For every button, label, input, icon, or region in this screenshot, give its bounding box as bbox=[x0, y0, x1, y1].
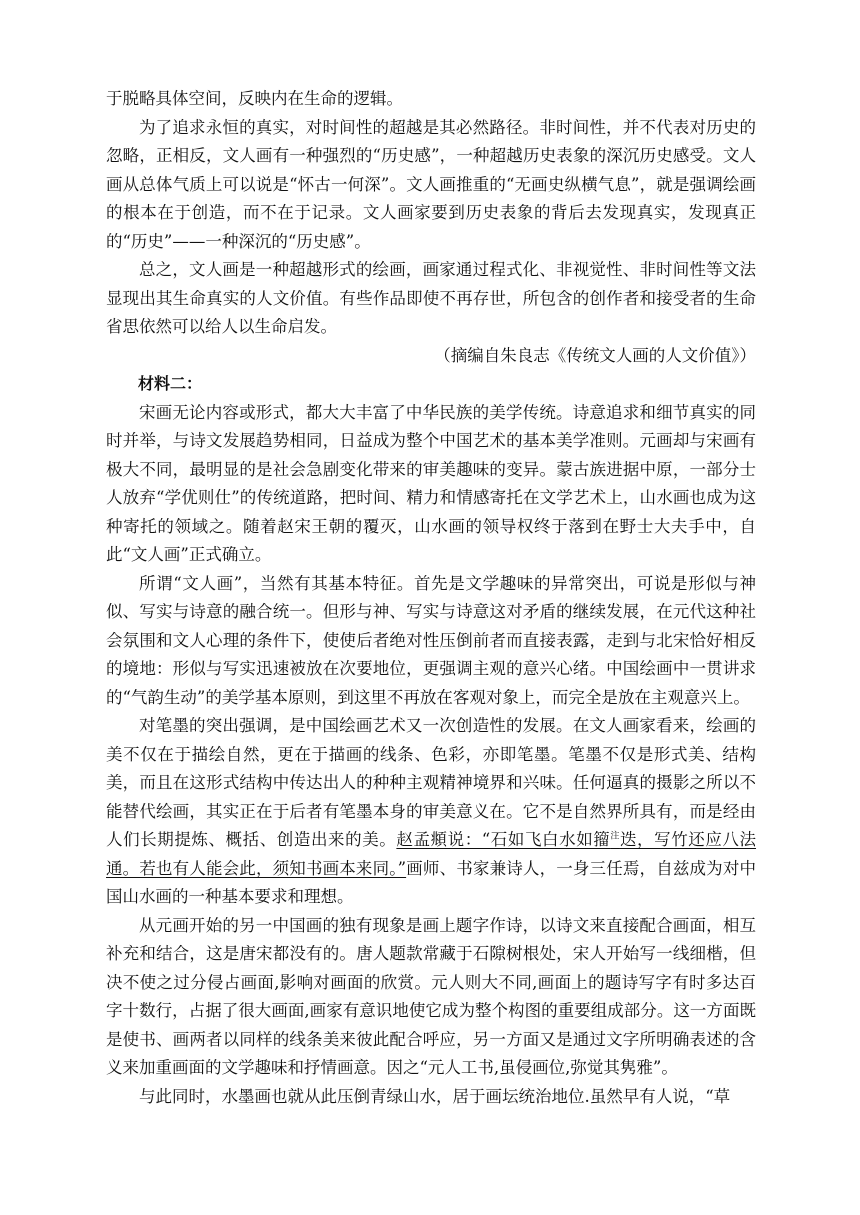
document-page bbox=[106, 85, 756, 1111]
paragraph-literati-features: 所谓“文人画”，当然有其基本特征。首先是文学趣味的异常突出，可说是形似与神似、写实与诗意的融合统一。但形与神、写实与诗意这对矛盾的继续发展，在元代这种社会氛围和文人心理的条件下，使使后者绝对性压倒前者而直接表露，走到与北宋恰好相反的境地：形似与写实迅速被放在次要地位，更强调主观的意兴心绪。中国绘画中一贯讲求的“气韵生动”的美学基本原则，到这里不再放在客观对象上，而完全是放在主观意兴上。 bbox=[106, 573, 756, 707]
paragraph-inscriptions: 从元画开始的另一中国画的独有现象是画上题字作诗，以诗文来直接配合画面，相互补充和结合，这是唐宋都没有的。唐人题款常藏于石隙树根处，宋人开始写一线细楷，但决不使之过分侵占画面,影响对画面的欣赏。元人则大不同,画面上的题诗写字有时多达百字十数行，占据了很大画面,画家有意识地使它成为整个构图的重要组成部分。这一方面既是使书、画两者以同样的线条美来彼此配合呼应，另一方面又是通过文字所明确表述的含义来加重画面的文学趣味和抒情画意。因之“元人工书,虽侵画位,弥觉其隽雅”。 bbox=[106, 915, 756, 1077]
paragraph-brush-ink bbox=[106, 712, 756, 912]
paragraph-ink-painting: 与此同时，水墨画也就从此压倒青绿山水，居于画坛统治地位.虽然早有人说，“草 bbox=[139, 1086, 731, 1106]
brush-ink-after: 画师、书家兼诗人，一身三任焉，自兹成为对中国山水画的一种基本要求和理想。 bbox=[106, 858, 757, 906]
paragraph-conclusion: 总之，文人画是一种超越形式的绘画，画家通过程式化、非视觉性、非时间性等文法显现出其生命真实的人文价值。有些作品即使不再存世，所包含的创作者和接受者的生命省思依然可以给人以生命启发。 bbox=[106, 260, 756, 336]
brush-ink-text: 对笔墨的突出强调，是中国绘画艺术又一次创造性的发展。在文人画家看来，绘画的美不仅在于描绘自然，更在于描画的线条、色彩，亦即笔墨。笔墨不仅是形式美、结构美，而且在这形式结构中传达出人的种种主观精神境界和兴味。任何逼真的摄影之所以不能替代绘画，其实正在于后者有笔墨本身的审美意义在。它不是自然界所具有，而是经由人们长期提炼、概括、创造出来的美。 bbox=[106, 716, 756, 849]
zhao-mengfu-quote: 赵孟頫说：“石如飞白水如籀$^注$迭，写竹还应八法通。若也有人能会此，须知书画本来同。” bbox=[106, 830, 757, 878]
material-two-heading: 材料二： bbox=[138, 374, 203, 393]
footnote-marker: 注 bbox=[610, 831, 620, 842]
paragraph-song-yuan: 宋画无论内容或形式，都大大丰富了中华民族的美学传统。诗意追求和细节真实的同时并举，与诗文发展趋势相同，日益成为整个中国艺术的基本美学准则。元画却与宋画有极大不同，最明显的是社会急剧变化带来的审美趣味的变异。蒙古族进据中原，一部分士人放弃“学优则仕”的传统道路，把时间、精力和情感寄托在文学艺术上，山水画也成为这种寄托的领域之。随着赵宋王朝的覆灭，山水画的领导权终于落到在野士大夫手中，自此“文人画”正式确立。 bbox=[106, 402, 756, 564]
paragraph-history-sense: 为了追求永恒的真实，对时间性的超越是其必然路径。非时间性，并不代表对历史的忽略，正相反，文人画有一种强烈的“历史感”，一种超越历史表象的深沉历史感受。文人画从总体气质上可以说是“怀古一何深”。文人画推重的“无画史纵横气息”，就是强调绘画的根本在于创造，而不在于记录。文人画家要到历史表象的背后去发现真实，发现真正的“历史”——一种深沉的“历史感”。 bbox=[106, 117, 756, 251]
source-citation: （摘编自朱良志《传统文人画的人文价值》） bbox=[434, 345, 756, 365]
paragraph-continuation: 于脱略具体空间，反映内在生命的逻辑。 bbox=[106, 89, 403, 108]
